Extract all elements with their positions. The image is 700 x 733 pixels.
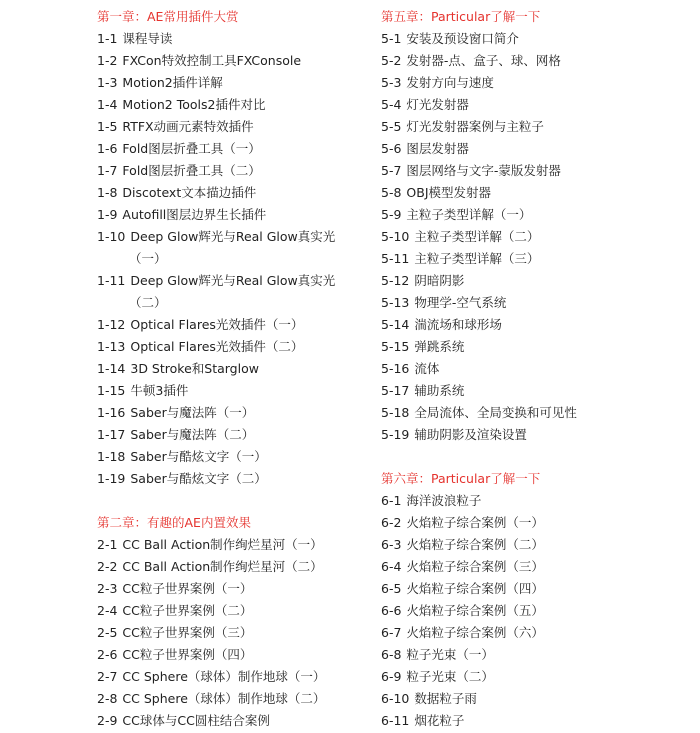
toc-item-title: Saber与魔法阵（一） bbox=[130, 405, 255, 420]
toc-item bbox=[97, 160, 372, 182]
toc-item-title: 辅助阴影及渲染设置 bbox=[414, 427, 527, 442]
toc-item-title: Saber与酷炫文字（一） bbox=[130, 449, 267, 464]
toc-item-number: 1-2 bbox=[97, 53, 118, 68]
toc-item-title: 发射器-点、盒子、球、网格 bbox=[406, 53, 561, 68]
toc-item-number: 5-1 bbox=[381, 31, 402, 46]
toc-item bbox=[381, 160, 681, 182]
toc-item-number: 5-5 bbox=[381, 119, 402, 134]
toc-item bbox=[381, 94, 681, 116]
toc-item-title: 湍流场和球形场 bbox=[414, 317, 502, 332]
toc-item bbox=[381, 72, 681, 94]
toc-item-number: 1-15 bbox=[97, 383, 126, 398]
toc-item-title: 灯光发射器 bbox=[406, 97, 469, 112]
toc-item bbox=[97, 28, 372, 50]
toc-item bbox=[381, 292, 681, 314]
toc-item-number: 6-6 bbox=[381, 603, 402, 618]
chapter-1-list bbox=[97, 28, 372, 490]
toc-item-number: 6-1 bbox=[381, 493, 402, 508]
toc-item-number: 1-11 bbox=[97, 273, 126, 288]
toc-item bbox=[381, 248, 681, 270]
toc-item bbox=[97, 688, 372, 710]
toc-item bbox=[97, 534, 372, 556]
toc-item-number: 2-1 bbox=[97, 537, 118, 552]
toc-item-number: 1-17 bbox=[97, 427, 126, 442]
toc-item bbox=[381, 424, 681, 446]
toc-item-number: 6-10 bbox=[381, 691, 410, 706]
toc-item-number: 1-8 bbox=[97, 185, 118, 200]
toc-item-number: 1-18 bbox=[97, 449, 126, 464]
toc-item-number: 5-17 bbox=[381, 383, 410, 398]
toc-item-number: 6-11 bbox=[381, 713, 410, 728]
toc-item-number: 6-7 bbox=[381, 625, 402, 640]
toc-item-number: 5-4 bbox=[381, 97, 402, 112]
toc-item-number: 2-4 bbox=[97, 603, 118, 618]
toc-item-number: 1-7 bbox=[97, 163, 118, 178]
toc-item-title: 海洋波浪粒子 bbox=[406, 493, 482, 508]
toc-item bbox=[381, 512, 681, 534]
toc-item bbox=[97, 578, 372, 600]
toc-item-title: CC Ball Action制作绚烂星河（二） bbox=[122, 559, 323, 574]
toc-item-number: 5-8 bbox=[381, 185, 402, 200]
toc-item bbox=[97, 204, 372, 226]
toc-item-continuation: （一） bbox=[129, 251, 167, 266]
toc-item bbox=[381, 688, 681, 710]
toc-item-title: CC Ball Action制作绚烂星河（一） bbox=[122, 537, 323, 552]
toc-item bbox=[381, 336, 681, 358]
toc-item-number: 5-2 bbox=[381, 53, 402, 68]
toc-item-title: Optical Flares光效插件（二） bbox=[130, 339, 304, 354]
toc-item-number: 2-8 bbox=[97, 691, 118, 706]
chapter-6-list bbox=[381, 490, 681, 732]
toc-item-title: 发射方向与速度 bbox=[406, 75, 494, 90]
toc-item bbox=[97, 402, 372, 424]
toc-item bbox=[381, 182, 681, 204]
toc-item bbox=[97, 226, 372, 248]
toc-item bbox=[97, 314, 372, 336]
toc-item bbox=[97, 424, 372, 446]
section-gap bbox=[97, 490, 372, 512]
toc-item-number: 2-7 bbox=[97, 669, 118, 684]
toc-item bbox=[381, 116, 681, 138]
toc-item-number: 5-13 bbox=[381, 295, 410, 310]
chapter-2-list bbox=[97, 534, 372, 732]
toc-item-number: 2-2 bbox=[97, 559, 118, 574]
toc-item-title: 物理学-空气系统 bbox=[414, 295, 507, 310]
toc-item-number: 1-1 bbox=[97, 31, 118, 46]
toc-item-number: 6-4 bbox=[381, 559, 402, 574]
toc-item-title: 数据粒子雨 bbox=[414, 691, 477, 706]
toc-item-title: 火焰粒子综合案例（四） bbox=[406, 581, 544, 596]
toc-item bbox=[381, 380, 681, 402]
toc-item-number: 1-19 bbox=[97, 471, 126, 486]
left-column bbox=[97, 6, 372, 732]
toc-item-title: 主粒子类型详解（一） bbox=[406, 207, 532, 222]
toc-item bbox=[381, 490, 681, 512]
toc-item-title: CC粒子世界案例（二） bbox=[122, 603, 253, 618]
toc-item bbox=[381, 666, 681, 688]
toc-item bbox=[97, 468, 372, 490]
toc-item-number: 1-13 bbox=[97, 339, 126, 354]
toc-item-title: Deep Glow辉光与Real Glow真实光 bbox=[130, 229, 336, 244]
toc-item bbox=[97, 710, 372, 732]
toc-item-title: 粒子光束（二） bbox=[406, 669, 494, 684]
toc-item-title: 粒子光束（一） bbox=[406, 647, 494, 662]
right-column bbox=[381, 6, 681, 732]
toc-item-number: 1-5 bbox=[97, 119, 118, 134]
toc-item bbox=[381, 534, 681, 556]
toc-item-title: Motion2插件详解 bbox=[122, 75, 223, 90]
toc-item-number: 5-12 bbox=[381, 273, 410, 288]
toc-item bbox=[97, 72, 372, 94]
toc-item-title: 火焰粒子综合案例（一） bbox=[406, 515, 544, 530]
chapter-5-list bbox=[381, 28, 681, 446]
toc-item-title: Deep Glow辉光与Real Glow真实光 bbox=[130, 273, 336, 288]
toc-item bbox=[97, 600, 372, 622]
toc-item-title: Autofill图层边界生长插件 bbox=[122, 207, 267, 222]
toc-item-number: 2-3 bbox=[97, 581, 118, 596]
toc-item-number: 1-14 bbox=[97, 361, 126, 376]
toc-item-number: 2-9 bbox=[97, 713, 118, 728]
toc-item-number: 2-6 bbox=[97, 647, 118, 662]
toc-item-title: CC粒子世界案例（一） bbox=[122, 581, 253, 596]
toc-item bbox=[97, 182, 372, 204]
toc-item bbox=[381, 28, 681, 50]
toc-item bbox=[97, 336, 372, 358]
chapter-heading: 第二章：有趣的AE内置效果 bbox=[97, 515, 251, 530]
section-gap bbox=[381, 446, 681, 468]
toc-item-title: CC粒子世界案例（四） bbox=[122, 647, 253, 662]
toc-item bbox=[97, 138, 372, 160]
toc-item-number: 5-9 bbox=[381, 207, 402, 222]
toc-item-title: RTFX动画元素特效插件 bbox=[122, 119, 254, 134]
toc-item-title: 主粒子类型详解（三） bbox=[414, 251, 540, 266]
toc-item-title: OBJ模型发射器 bbox=[406, 185, 492, 200]
toc-item-number: 5-11 bbox=[381, 251, 410, 266]
toc-item-title: 弹跳系统 bbox=[414, 339, 465, 354]
toc-item-number: 6-9 bbox=[381, 669, 402, 684]
toc-item bbox=[97, 358, 372, 380]
toc-item-title: FXCon特效控制工具FXConsole bbox=[122, 53, 302, 68]
toc-item-number: 5-10 bbox=[381, 229, 410, 244]
toc-item-title: 烟花粒子 bbox=[414, 713, 465, 728]
toc-item bbox=[381, 138, 681, 160]
toc-item-title: 火焰粒子综合案例（六） bbox=[406, 625, 544, 640]
toc-item-title: 安装及预设窗口简介 bbox=[406, 31, 519, 46]
toc-item-number: 6-5 bbox=[381, 581, 402, 596]
toc-item-number: 1-12 bbox=[97, 317, 126, 332]
toc-item-title: Fold图层折叠工具（一） bbox=[122, 141, 261, 156]
toc-item-number: 1-4 bbox=[97, 97, 118, 112]
toc-item-title: 3D Stroke和Starglow bbox=[130, 361, 259, 376]
toc-item-title: 课程导读 bbox=[122, 31, 173, 46]
toc-item bbox=[97, 644, 372, 666]
toc-item-title: 火焰粒子综合案例（五） bbox=[406, 603, 544, 618]
toc-item bbox=[97, 622, 372, 644]
toc-item bbox=[381, 578, 681, 600]
toc-item-title: Saber与酷炫文字（二） bbox=[130, 471, 267, 486]
toc-item-title: 牛顿3插件 bbox=[130, 383, 189, 398]
toc-item bbox=[97, 270, 372, 292]
toc-item-number: 6-8 bbox=[381, 647, 402, 662]
toc-item-number: 5-15 bbox=[381, 339, 410, 354]
toc-item-number: 1-9 bbox=[97, 207, 118, 222]
toc-item-number: 5-3 bbox=[381, 75, 402, 90]
toc-item bbox=[97, 116, 372, 138]
toc-item-number: 2-5 bbox=[97, 625, 118, 640]
toc-item-title: 火焰粒子综合案例（二） bbox=[406, 537, 544, 552]
toc-item bbox=[381, 600, 681, 622]
toc-item-number: 1-6 bbox=[97, 141, 118, 156]
toc-item-title: 流体 bbox=[414, 361, 440, 376]
toc-item bbox=[97, 556, 372, 578]
toc-item-title: Motion2 Tools2插件对比 bbox=[122, 97, 266, 112]
toc-item-title: Fold图层折叠工具（二） bbox=[122, 163, 261, 178]
toc-item-number: 5-16 bbox=[381, 361, 410, 376]
toc-item bbox=[381, 556, 681, 578]
chapter-heading: 第五章：Particular了解一下 bbox=[381, 9, 541, 24]
toc-item-continuation: （二） bbox=[129, 295, 167, 310]
toc-item bbox=[381, 314, 681, 336]
toc-item bbox=[97, 666, 372, 688]
toc-item-number: 6-3 bbox=[381, 537, 402, 552]
toc-item bbox=[381, 644, 681, 666]
toc-item bbox=[381, 710, 681, 732]
toc-item-title: 阴暗阴影 bbox=[414, 273, 465, 288]
toc-item-title: CC球体与CC圆柱结合案例 bbox=[122, 713, 270, 728]
toc-item bbox=[381, 226, 681, 248]
toc-item bbox=[97, 50, 372, 72]
toc-item bbox=[381, 50, 681, 72]
toc-item-number: 6-2 bbox=[381, 515, 402, 530]
toc-item-number: 5-7 bbox=[381, 163, 402, 178]
toc-item-title: 图层网络与文字-蒙版发射器 bbox=[406, 163, 561, 178]
toc-item-title: 全局流体、全局变换和可见性 bbox=[414, 405, 577, 420]
toc-item-title: CC Sphere（球体）制作地球（一） bbox=[122, 669, 326, 684]
toc-item bbox=[381, 358, 681, 380]
toc-item bbox=[381, 270, 681, 292]
toc-item-title: 辅助系统 bbox=[414, 383, 465, 398]
toc-item-title: Saber与魔法阵（二） bbox=[130, 427, 255, 442]
toc-item-number: 5-14 bbox=[381, 317, 410, 332]
toc-item-title: Optical Flares光效插件（一） bbox=[130, 317, 304, 332]
toc-item bbox=[97, 446, 372, 468]
chapter-heading: 第一章：AE常用插件大赏 bbox=[97, 9, 239, 24]
toc-item-number: 5-18 bbox=[381, 405, 410, 420]
toc-item-number: 5-19 bbox=[381, 427, 410, 442]
toc-item-number: 1-3 bbox=[97, 75, 118, 90]
toc-item-title: Discotext文本描边插件 bbox=[122, 185, 257, 200]
toc-item bbox=[381, 204, 681, 226]
toc-item-title: CC粒子世界案例（三） bbox=[122, 625, 253, 640]
toc-item-title: 火焰粒子综合案例（三） bbox=[406, 559, 544, 574]
toc-item-title: 图层发射器 bbox=[406, 141, 469, 156]
toc-item-number: 5-6 bbox=[381, 141, 402, 156]
toc-item-title: 灯光发射器案例与主粒子 bbox=[406, 119, 544, 134]
toc-item-title: CC Sphere（球体）制作地球（二） bbox=[122, 691, 326, 706]
chapter-heading: 第六章：Particular了解一下 bbox=[381, 471, 541, 486]
toc-item-number: 1-10 bbox=[97, 229, 126, 244]
toc-item-title: 主粒子类型详解（二） bbox=[414, 229, 540, 244]
toc-item bbox=[97, 380, 372, 402]
toc-item bbox=[97, 94, 372, 116]
toc-item-number: 1-16 bbox=[97, 405, 126, 420]
toc-item bbox=[381, 622, 681, 644]
toc-item bbox=[381, 402, 681, 424]
